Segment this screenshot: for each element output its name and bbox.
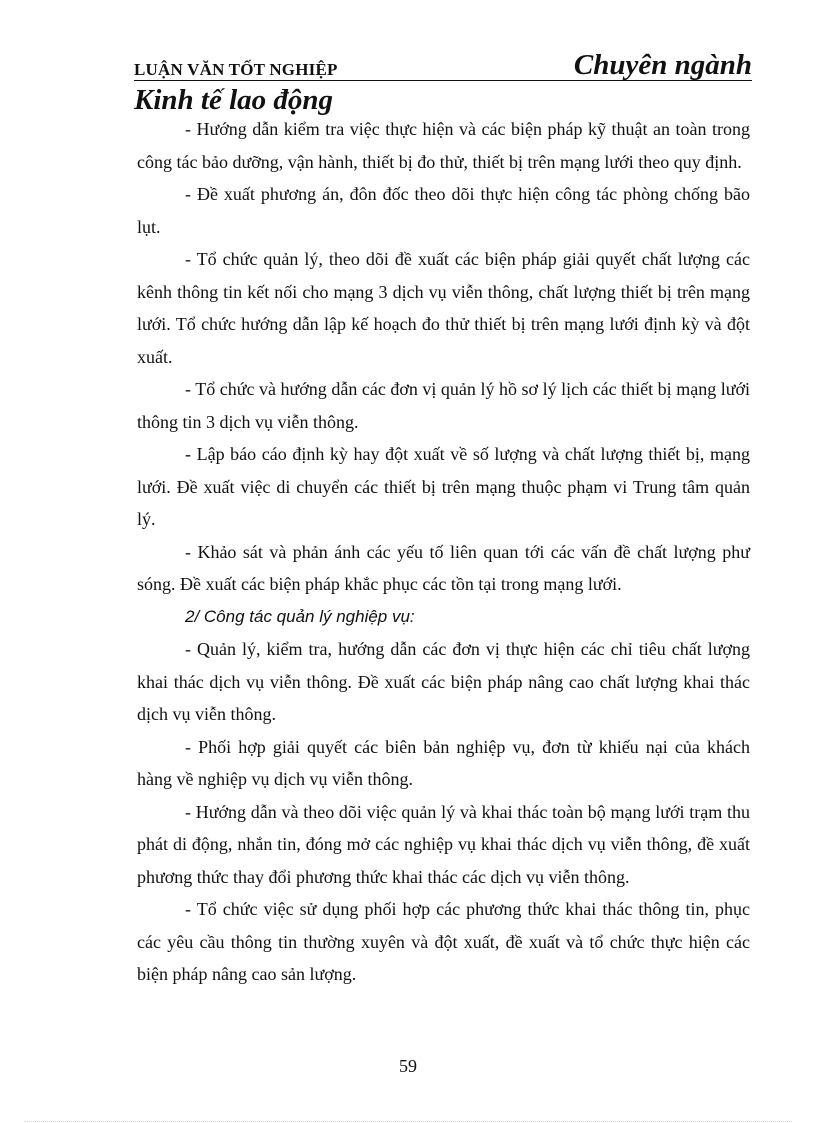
body-text <box>137 113 750 991</box>
paragraph: - Tổ chức quản lý, theo dõi đề xuất các biện pháp giải quyết chất lượng các kênh thông tin kết nối cho mạng 3 dịch vụ viễn thông, chất lượng thiết bị trên mạng lưới. Tổ chức hướng dẫn lập kế hoạch đo thử thiết bị trên mạng lưới định kỳ và đột xuất. <box>137 249 750 367</box>
header-divider <box>134 80 752 81</box>
paragraph: - Đề xuất phương án, đôn đốc theo dõi thực hiện công tác phòng chống bão lụt. <box>137 184 750 237</box>
paragraph: - Lập báo cáo định kỳ hay đột xuất về số lượng và chất lượng thiết bị, mạng lưới. Đề xuất việc di chuyển các thiết bị trên mạng thuộc phạm vi Trung tâm quản lý. <box>137 444 750 529</box>
paragraph: - Phối hợp giải quyết các biên bản nghiệp vụ, đơn từ khiếu nại của khách hàng về nghiệp vụ dịch vụ viễn thông. <box>137 736 750 789</box>
paragraph: - Hướng dẫn kiểm tra việc thực hiện và các biện pháp kỹ thuật an toàn trong công tác bảo dưỡng, vận hành, thiết bị đo thử, thiết bị trên mạng lưới theo quy định. <box>137 119 750 172</box>
paragraph: - Tổ chức việc sử dụng phối hợp các phương thức khai thác thông tin, phục các yêu cầu thông tin thường xuyên và đột xuất, đề xuất và tổ chức thực hiện các biện pháp nâng cao sản lượng. <box>137 899 750 984</box>
header-major-name: Kinh tế lao động <box>134 84 334 116</box>
section-heading: 2/ Công tác quản lý nghiệp vụ: <box>185 606 415 626</box>
header-thesis-title: LUẬN VĂN TỐT NGHIỆP <box>134 60 338 79</box>
paragraph: - Quản lý, kiểm tra, hướng dẫn các đơn vị thực hiện các chỉ tiêu chất lượng khai thác dịch vụ viễn thông. Đề xuất các biện pháp nâng cao chất lượng khai thác dịch vụ viễn thông. <box>137 639 750 724</box>
paragraph: - Khảo sát và phản ánh các yếu tố liên quan tới các vấn đề chất lượng phư sóng. Đề xuất các biện pháp khắc phục các tồn tại trong mạng lưới. <box>137 541 750 594</box>
header-major-label: Chuyên ngành <box>573 49 752 81</box>
page-header <box>134 48 752 82</box>
paragraph: - Tổ chức và hướng dẫn các đơn vị quản lý hồ sơ lý lịch các thiết bị mạng lưới thông tin 3 dịch vụ viễn thông. <box>137 379 750 432</box>
page-number: 59 <box>399 1056 417 1076</box>
paragraph: - Hướng dẫn và theo dõi việc quản lý và khai thác toàn bộ mạng lưới trạm thu phát di động, nhắn tin, đóng mở các nghiệp vụ khai thác dịch vụ viễn thông, đề xuất phương thức thay đổi phương thức khai thác các dịch vụ viễn thông. <box>137 801 750 887</box>
page-bottom-border <box>24 1121 792 1122</box>
